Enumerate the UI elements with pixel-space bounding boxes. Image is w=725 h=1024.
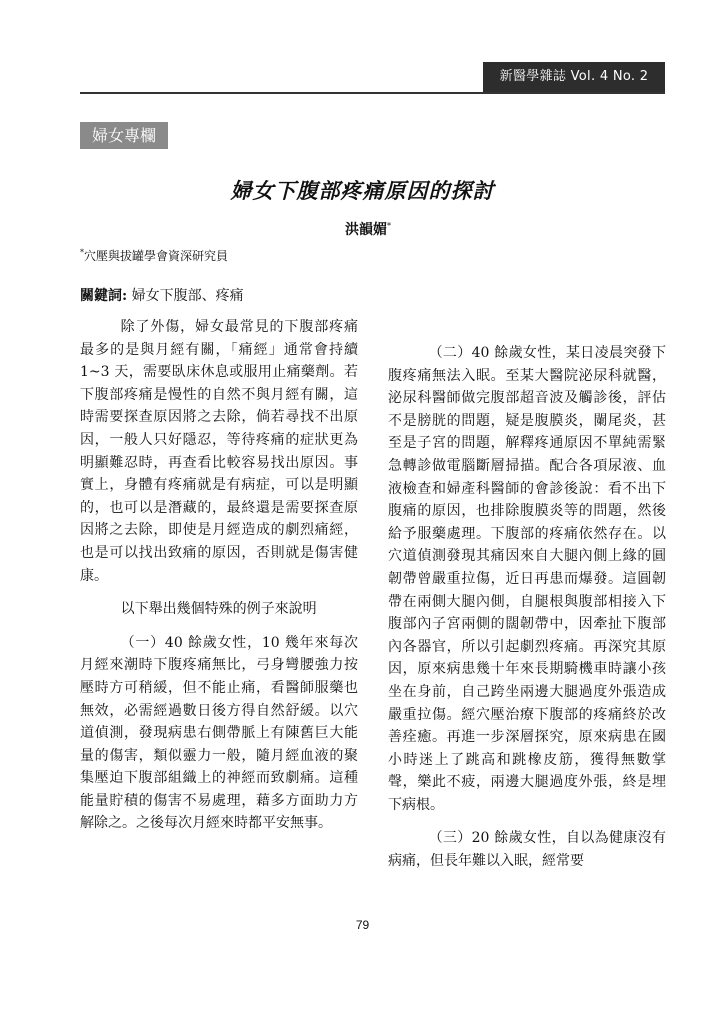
keywords-label: 關鍵詞: [80, 288, 128, 304]
page-number: 79 [355, 918, 370, 932]
keywords [80, 285, 244, 305]
author-name: 洪韻媚 [345, 222, 387, 238]
keywords-value: 婦女下腹部、疼痛 [131, 288, 244, 304]
paragraph-intro: 除了外傷，婦女最常見的下腹部疼痛最多的是與月經有關，「痛經」通常會持續 1~3 天，需要臥床休息或服用止痛藥劑。若下腹部疼痛是慢性的自然不與月經有關，這時需要探查原因將之去除，倘若尋找不出原因，一般人只好隱忍，等待疼痛的症狀更為明顯難忍時，再查看比較容易找出原因。事實上，身體有疼痛就是有病症，可以是明顯的，也可以是潛藏的，最終還是需要探查原因將之去除，即使是月經造成的劇烈痛經，也是可以找出致痛的原因，否則就是傷害健康。 [80, 319, 358, 584]
paragraph-case-1: （一）40 餘歲女性，10 幾年來每次月經來潮時下腹疼痛無比，弓身彎腰強力按壓時方可稍緩，但不能止痛，看醫師服藥也無效，必需經過數日後方得自然舒緩。以穴道偵測，發現病患右側帶脈上有陳舊巨大能量的傷害，類似靈力一般，隨月經血液的聚集壓迫下腹部組織上的神經而致劇痛。這種能量貯積的傷害不易處理，藉多方面助力方解除之。之後每次月經來時都平安無事。 [80, 634, 358, 832]
affiliation [80, 247, 228, 264]
affiliation-text: 穴壓與拔罐學會資深研究員 [84, 249, 229, 263]
left-column [80, 316, 358, 835]
header-divider [80, 92, 665, 94]
affiliation-mark: * [80, 248, 84, 257]
author-mark: * [387, 221, 391, 231]
article-title: 婦女下腹部疼痛原因的探討 [230, 178, 495, 203]
author [345, 219, 391, 239]
paragraph-examples-lead: 以下舉出幾個特殊的例子來說明 [120, 601, 317, 618]
paragraph-case-2: （二）40 餘歲女性，某日凌晨突發下腹疼痛無法入眠。至某大醫院泌尿科就醫，泌尿科醫師做完腹部超音波及觸診後，評估不是膀胱的問題，疑是腹膜炎，闌尾炎，甚至是子宮的問題，解釋疼通原因不單純需緊急轉診做電腦斷層掃描。配合各項尿液、血液檢查和婦產科醫師的會診後說：看不出下腹痛的原因，也排除腹膜炎等的問題，然後給予服藥處理。下腹部的疼痛依然存在。以穴道偵測發現其痛因來自大腿內側上緣的圓韌帶曾嚴重拉傷，近日再患而爆發。這圓韌帶在兩側大腿內側，自腿根與腹部相接入下腹部內子宮兩側的闊韌帶中，因牽扯下腹部內各器官，所以引起劇烈疼痛。再深究其原因，原來病患幾十年來長期騎機車時讓小孩坐在身前，自己跨坐兩邊大腿過度外張造成嚴重拉傷。經穴壓治療下腹部的疼痛終於改善痊癒。再進一步深層探究，原來病患在國小時迷上了跳高和跳橡皮筋，獲得無數掌聲，樂此不疲，兩邊大腿過度外張，終是埋下病根。 [388, 345, 666, 813]
paragraph-case-3: （三）20 餘歲女性，自以為健康沒有病痛，但長年難以入眠，經常要 [388, 830, 666, 870]
right-column [388, 342, 666, 873]
section-tag: 婦女專欄 [80, 122, 168, 149]
journal-header: 新醫學雜誌 Vol. 4 No. 2 [483, 62, 665, 92]
